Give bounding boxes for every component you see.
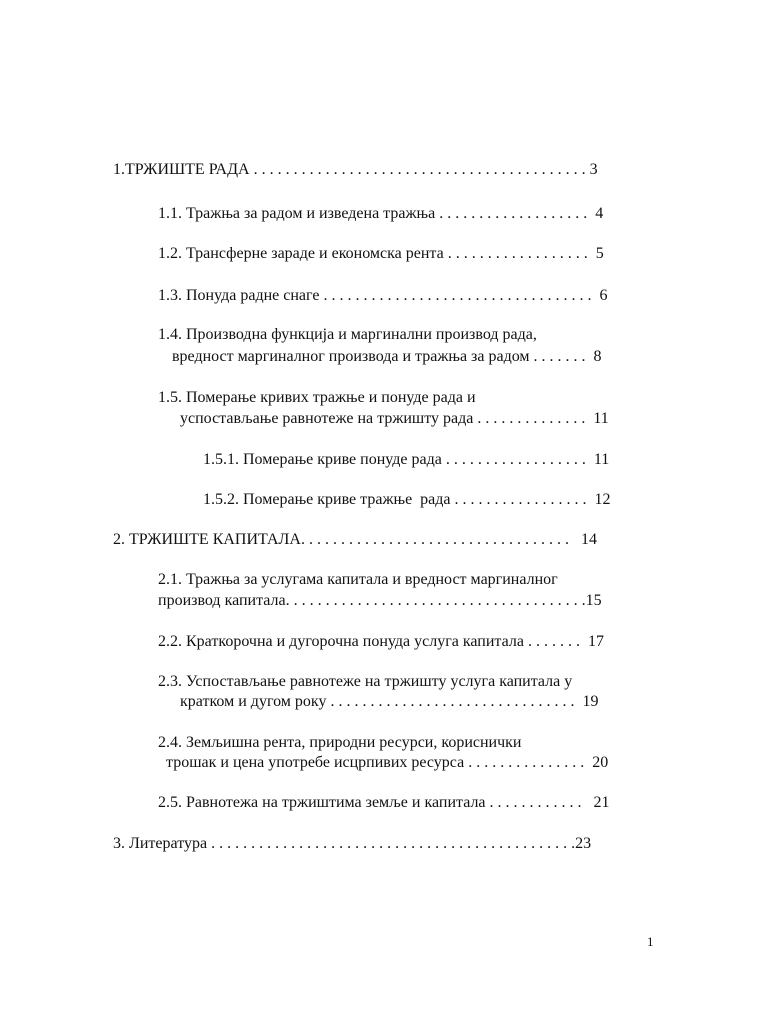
toc-entry-1-4-line2: вредност маргиналног производа и тражња за радом . . . . . . . 8 — [172, 348, 602, 365]
toc-entry-1: 1.ТРЖИШТЕ РАДА . . . . . . . . . . . . . . . . . . . . . . . . . . . . . . . . . . . . . . . . . . 3 — [113, 161, 598, 178]
toc-entry-2-4-line2: трошак и цена употребе исцрпивих ресурса . . . . . . . . . . . . . . . 20 — [166, 754, 609, 771]
toc-entry-2: 2. ТРЖИШТЕ КАПИТАЛА. . . . . . . . . . . . . . . . . . . . . . . . . . . . . . . . . . 14 — [113, 531, 597, 548]
toc-entry-1-4-line1: 1.4. Производна функција и маргинални производ рада, — [158, 326, 537, 343]
toc-entry-1-5-line2: успостављање равнотеже на тржишту рада . . . . . . . . . . . . . . 11 — [180, 410, 609, 427]
toc-entry-2-5: 2.5. Равнотежа на тржиштима земље и капитала . . . . . . . . . . . . 21 — [158, 794, 610, 811]
toc-entry-2-4-line1: 2.4. Земљишна рента, природни ресурси, кориснички — [158, 734, 522, 751]
toc-entry-1-5-2: 1.5.2. Померање криве тражње рада . . . . . . . . . . . . . . . . . 12 — [203, 491, 611, 508]
toc-entry-1-5-line1: 1.5. Померање кривих тражње и понуде рада и — [158, 389, 476, 406]
toc-entry-2-3-line2: кратком и дугом року . . . . . . . . . . . . . . . . . . . . . . . . . . . . . . . 19 — [180, 693, 599, 710]
toc-entry-1-5-1: 1.5.1. Померање криве понуде рада . . . . . . . . . . . . . . . . . . 11 — [203, 451, 610, 468]
toc-entry-2-2: 2.2. Краткорочна и дугорочна понуда услуга капитала . . . . . . . 17 — [158, 633, 604, 650]
toc-entry-1-1: 1.1. Тражња за радом и изведена тражња . . . . . . . . . . . . . . . . . . . 4 — [158, 205, 604, 222]
page-number: 1 — [647, 934, 654, 949]
toc-entry-2-1-line1: 2.1. Тражња за услугама капитала и вредност маргиналног — [158, 571, 558, 588]
toc-entry-3: 3. Литература . . . . . . . . . . . . . . . . . . . . . . . . . . . . . . . . . . . . . . . . . . . . . .23 — [113, 835, 592, 852]
toc-entry-1-3: 1.3. Понуда радне снаге . . . . . . . . . . . . . . . . . . . . . . . . . . . . . . . . . . 6 — [158, 287, 608, 304]
toc-entry-2-1-line2: производ капитала. . . . . . . . . . . . . . . . . . . . . . . . . . . . . . . . . . . . . .15 — [158, 592, 602, 609]
toc-entry-1-2: 1.2. Трансферне зараде и економска рента . . . . . . . . . . . . . . . . . . 5 — [158, 245, 604, 262]
toc-entry-2-3-line1: 2.3. Успостављање равнотеже на тржишту услуга капитала у — [158, 673, 573, 690]
